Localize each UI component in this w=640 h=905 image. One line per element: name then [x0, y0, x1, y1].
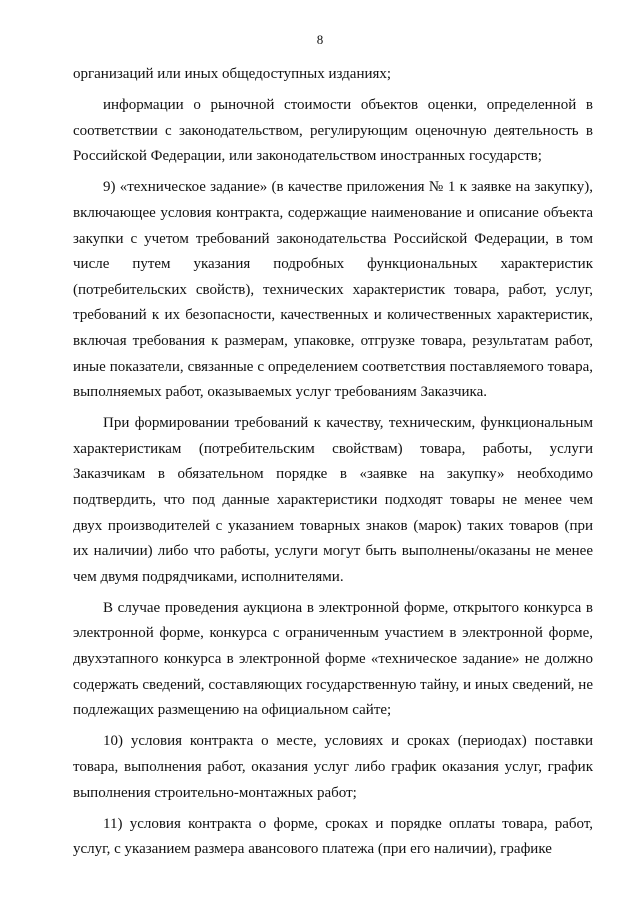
paragraph-continuation: организаций или иных общедоступных изданиях;	[73, 66, 392, 82]
paragraph-quality-requirements: При формировании требований к качеству, техническим, функциональным характеристикам (потребительским свойствам) товара, работы, услуги Заказчикам в обязательном порядке в «заявке на закупку» необходимо подтвердить, что под данные характеристики подходят товары не менее чем двух производителей с указанием товарных знаков (марок) таких товаров (при их наличии) либо что работы, услуги могут быть выполнены/оказаны не менее чем двумя подрядчиками, исполнителями.	[73, 415, 593, 585]
paragraph-electronic-auction: В случае проведения аукциона в электронной форме, открытого конкурса в электронной форме, конкурса с ограниченным участием в электронной форме, двухэтапного конкурса в электронной форме «техническое задание» не должно содержать сведений, составляющих государственную тайну, и иных сведений, не подлежащих размещению на официальном сайте;	[73, 599, 593, 719]
page-number: 8	[316, 32, 324, 47]
paragraph-item-9-technical-task: 9) «техническое задание» (в качестве приложения № 1 к заявке на закупку), включающее условия контракта, содержащие наименование и описание объекта закупки с учетом требований законодательства Российской Федерации, в том числе путем указания подробных функциональных характеристик (потребительских свойств), технических характеристик товара, работ, услуг, требований к их безопасности, качественных и количественных характеристик, включая требования к размерам, упаковке, отгрузке товара, результатам работ, иные показатели, связанные с определением соответствия поставляемого товара, выполняемых работ, оказываемых услуг требованиям Заказчика.	[73, 179, 593, 401]
document-body	[73, 62, 593, 868]
paragraph-item-11-payment-terms: 11) условия контракта о форме, сроках и порядке оплаты товара, работ, услуг, с указанием размера авансового платежа (при его наличии), графике	[73, 815, 593, 858]
paragraph-market-value-info: информации о рыночной стоимости объектов оценки, определенной в соответствии с законодательством, регулирующим оценочную деятельность в Российской Федерации, или законодательством иностранных государств;	[73, 97, 593, 165]
paragraph-item-10-delivery-terms: 10) условия контракта о месте, условиях и сроках (периодах) поставки товара, выполнения работ, оказания услуг либо график оказания услуг, график выполнения строительно-монтажных работ;	[73, 733, 593, 801]
